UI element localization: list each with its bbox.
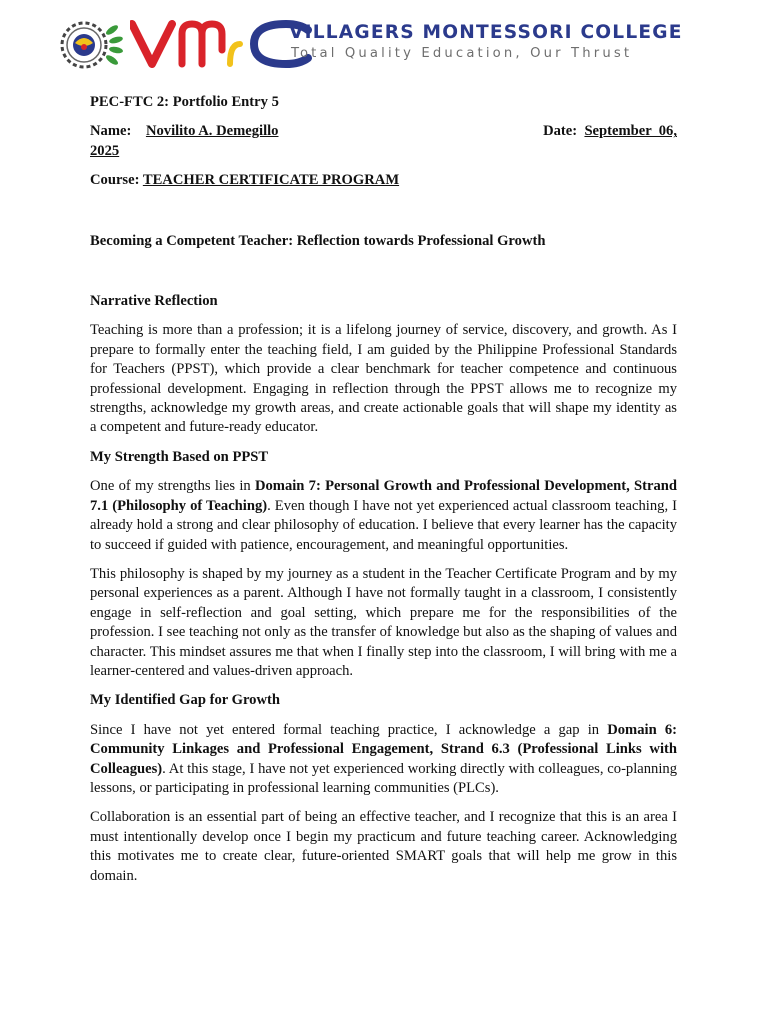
- date-line: [543, 122, 677, 141]
- college-tagline: Total Quality Education, Our Thrust: [291, 46, 633, 61]
- gap-domain-highlight: Domain 6: Community Linkages and Professional Engagement, Strand 6.3 (Professional Links with Colleagues): [90, 721, 677, 777]
- gap-text-c: . At this stage, I have not yet experienced working directly with colleagues, co-planning lessons, or participating in professional learning communities (PLCs).: [90, 760, 677, 796]
- name-line: [90, 122, 278, 141]
- entry-title: PEC-FTC 2: Portfolio Entry 5: [90, 94, 279, 110]
- gap-paragraph-2: Collaboration is an essential part of being an effective teacher, and I recognize that this is an area I must intentionally develop once I begin my practicum and future teaching career. Acknowledging this motivates me to create clear, future-oriented SMART goals that will help me grow in this domain.: [90, 809, 677, 884]
- main-title: Becoming a Competent Teacher: Reflection towards Professional Growth: [90, 232, 546, 249]
- name-date-row: [90, 122, 677, 141]
- name-label: Name:: [90, 123, 132, 140]
- date-label: Date:: [543, 123, 578, 140]
- letterhead: [52, 16, 722, 72]
- name-value: Novilito A. Demegillo: [145, 123, 279, 140]
- date-value-part1: September 06,: [584, 123, 677, 140]
- strength-domain-highlight: Domain 7: Personal Growth and Professional Development, Strand 7.1 (Philosophy of Teaching): [90, 478, 677, 514]
- strength-paragraph-2: This philosophy is shaped by my journey as a student in the Teacher Certificate Program and by my personal experiences as a parent. Although I have not formally taught in a classroom, I consistently engage in self-reflection and goal setting, which prepare me for the responsibilities of the profession. I see teaching not only as the transfer of knowledge but also as the shaping of values and character. This mindset assures me that when I finally step into the classroom, I will bring with me a learner-centered and values-driven approach.: [90, 565, 677, 679]
- gap-paragraph-1: [90, 721, 677, 799]
- narrative-heading: Narrative Reflection: [90, 293, 218, 310]
- college-name: VILLAGERS MONTESSORI COLLEGE: [289, 22, 683, 43]
- date-value-part2: 2025: [90, 142, 120, 159]
- narrative-paragraph: Teaching is more than a profession; it is a lifelong journey of service, discovery, and growth. As I prepare to formally enter the teaching field, I am guided by the Philippine Professional Standards for Teachers (PPST), which provide a clear benchmark for teacher competence and continuous professional development. Engaging in reflection through the PPST allows me to recognize my strengths, acknowledge my growth areas, and create actionable goals that will shape my identity as a competent and future-ready educator.: [90, 322, 677, 436]
- college-seal-icon: [54, 18, 128, 70]
- strength-paragraph-1: [90, 477, 677, 555]
- gap-heading: My Identified Gap for Growth: [90, 692, 280, 709]
- strength-text-a: One of my strengths lies in: [90, 478, 255, 495]
- gap-text-a: Since I have not yet entered formal teaching practice, I acknowledge a gap in: [90, 721, 608, 738]
- course-value: TEACHER CERTIFICATE PROGRAM: [142, 172, 400, 189]
- strength-text-c: . Even though I have not yet experienced actual classroom teaching, I already hold a strong and clear philosophy of education. I believe that every learner has the capacity to succeed if guided with patience, encouragement, and meaningful opportunities.: [90, 497, 677, 553]
- strength-heading: My Strength Based on PPST: [90, 448, 269, 465]
- document-body: [90, 93, 677, 886]
- course-label: Course:: [90, 172, 140, 189]
- course-line: [90, 171, 677, 190]
